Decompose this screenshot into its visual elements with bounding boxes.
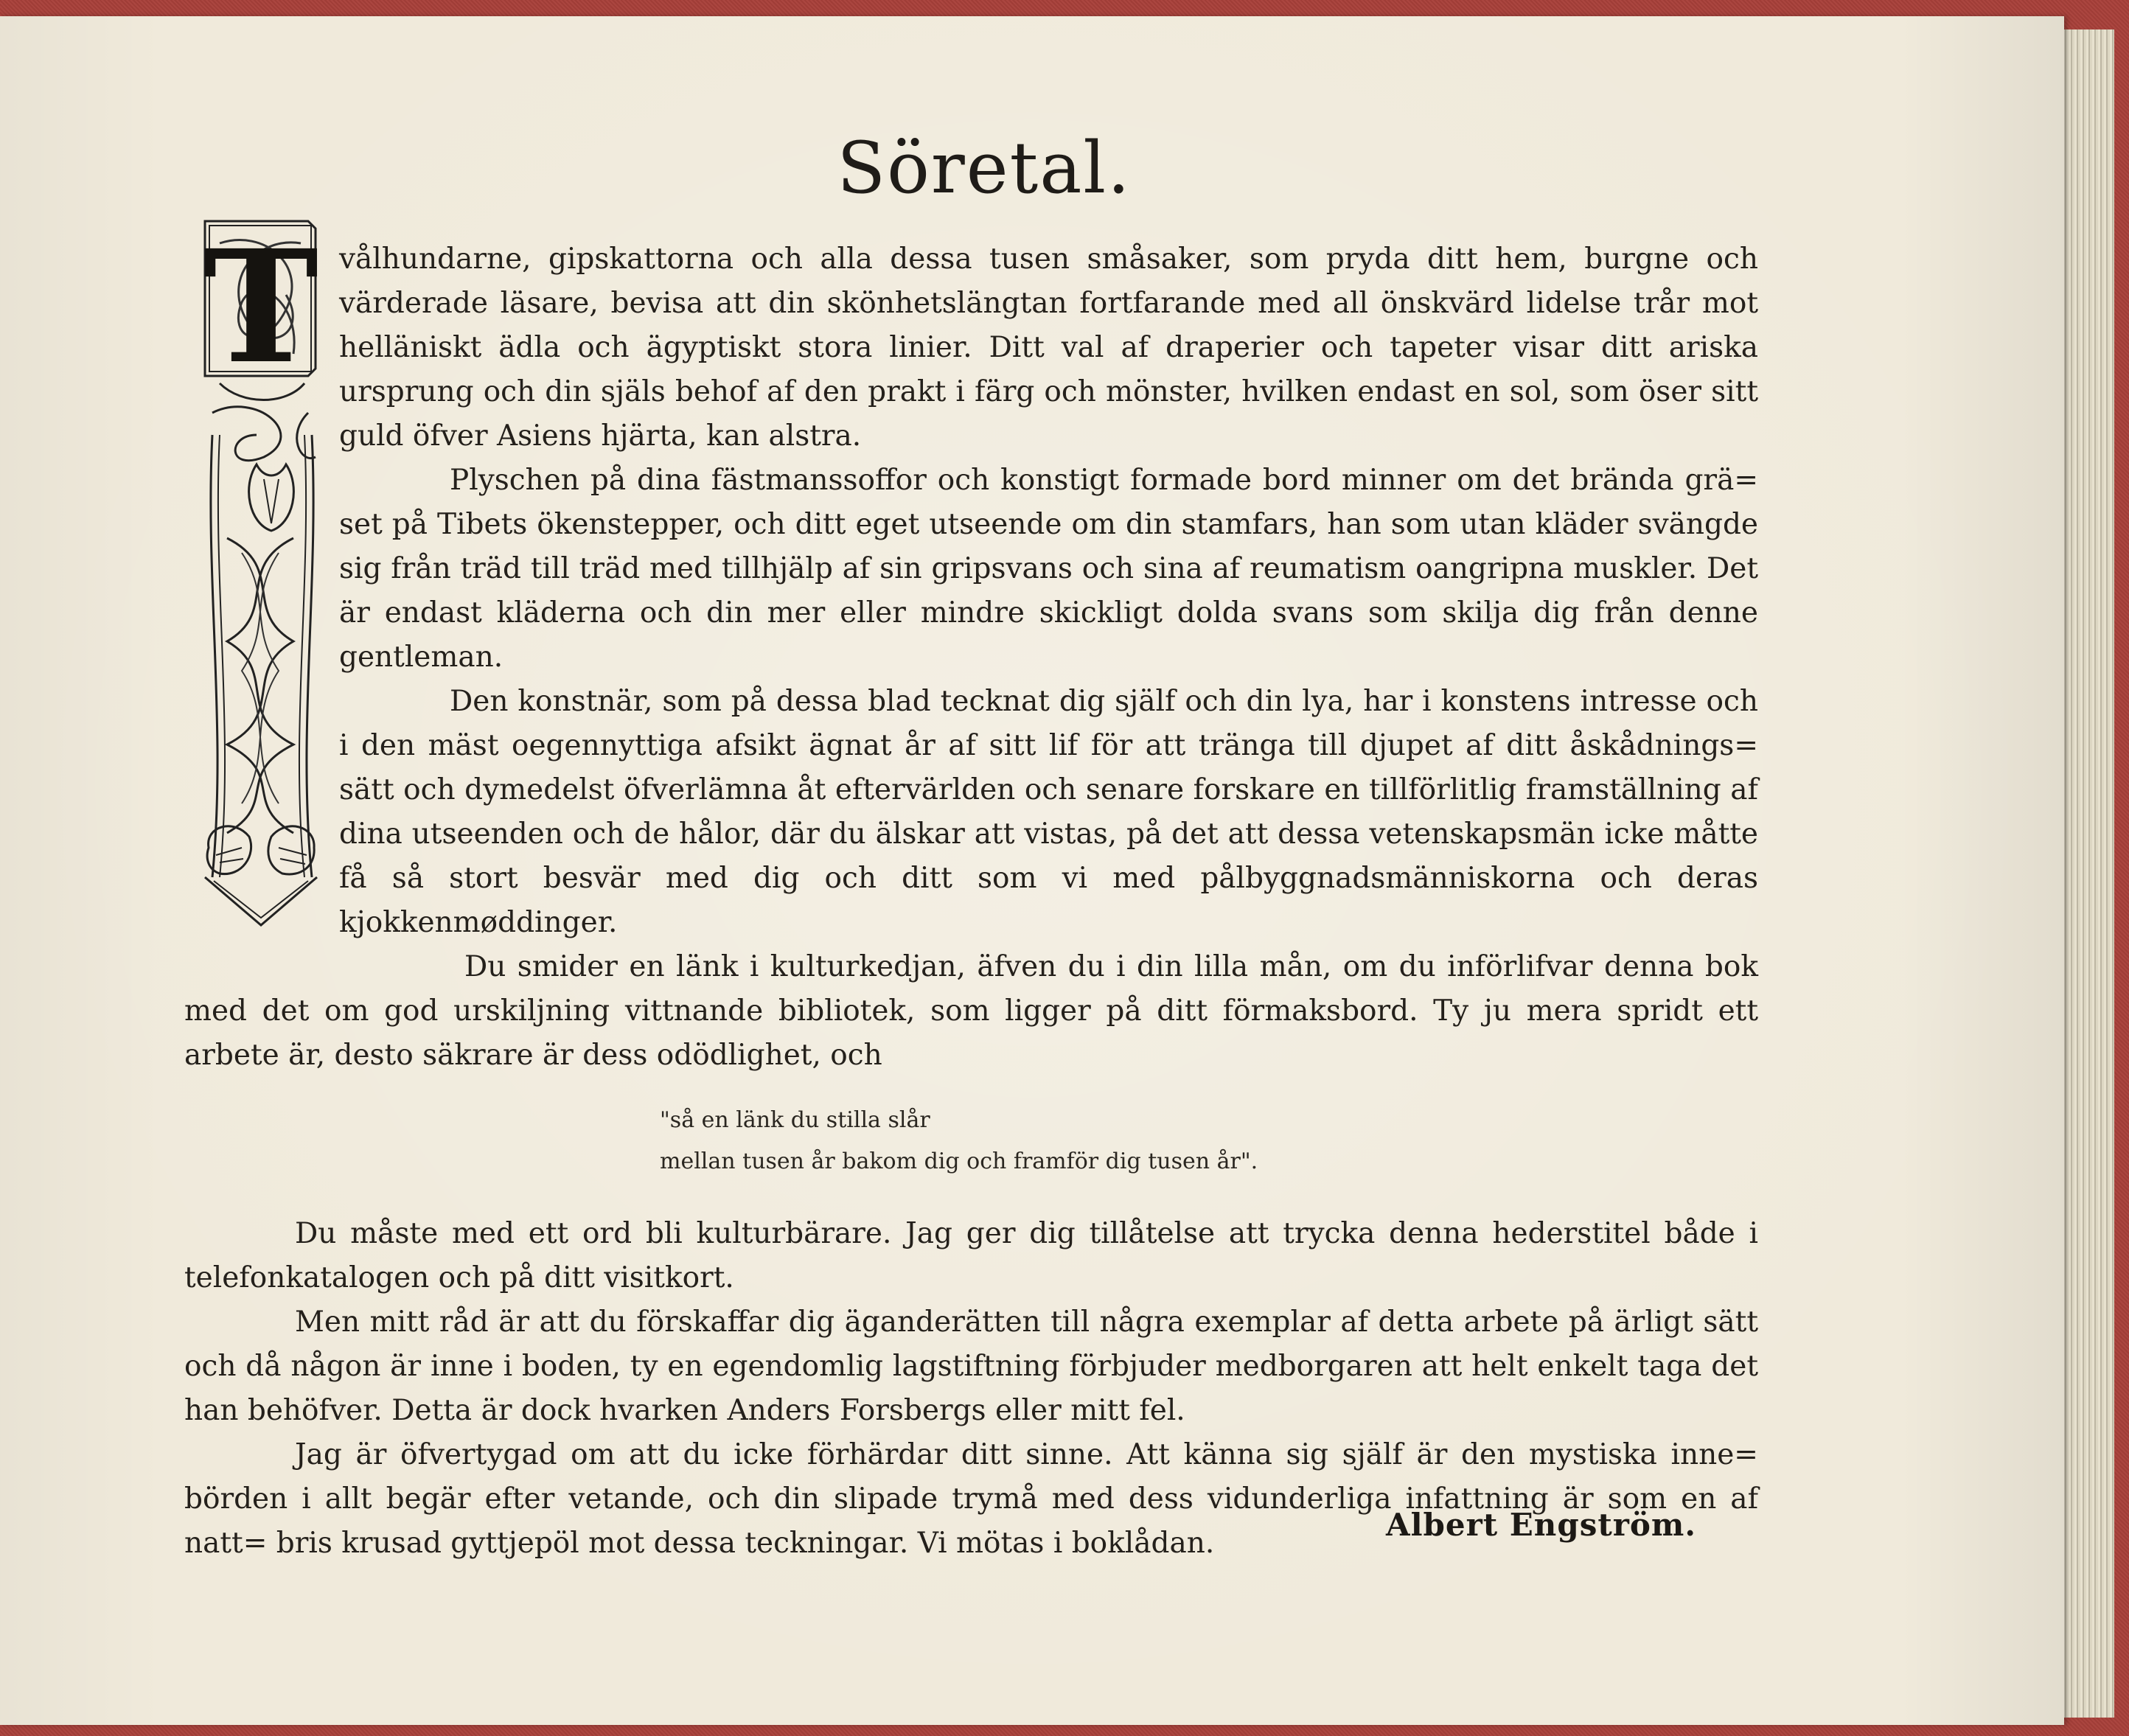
paragraph-2: Plyschen på dina fästmanssoffor och konstigt formade bord minner om det brända grä= set på Tibets ökenstepper, och ditt eget utseende om din stamfars, han som utan kläder svängde sig från träd till träd med tillhjälp af sin gripsvans och sina af reumatism oangripna muskler. Det är endast kläderna och din mer eller mindre skickligt dolda svans som skilja dig från denne gentleman. [339,464,1758,674]
verse-quote [660,1100,1758,1182]
paragraph-5: Du måste med ett ord bli kulturbärare. Jag ger dig tillåtelse att trycka denna hederstitel både i telefonkatalogen och på ditt visitkort. [184,1217,1758,1294]
paragraph-3: Den konstnär, som på dessa blad tecknat dig själf och din lya, har i konstens intresse och i den mäst oegennyttiga afsikt ägnat år af sitt lif för att tränga till djupet af ditt åskådnings= sätt och dymedelst öfverlämna åt eftervärlden och senare forskare en tillförlitlig framställning af dina utseenden och de hålor, där du älskar att vistas, på det att dessa vetenskapsmän icke måtte få så stort besvär med dig och ditt som vi med pålbyggnadsmänniskorna och deras kjokkenmøddinger. [339,685,1758,939]
paragraph-4: Du smider en länk i kulturkedjan, äfven du i din lilla mån, om du införlifvar denna bok med det om god urskiljning vittnande bibliotek, som ligger på ditt förmaksbord. Ty ju mera spridt ett arbete är, desto säkrare är dess odödlighet, och [184,950,1758,1072]
drop-cap-letter: T [203,216,319,398]
paragraph-6: Men mitt råd är att du förskaffar dig äganderätten till några exemplar af detta arbete på ärligt sätt och då någon är inne i boden, ty en egendomlig lagstiftning förbjuder medborgaren att helt enkelt taga det han behöfver. Detta är dock hvarken Anders Forsbergs eller mitt fel. [184,1306,1758,1427]
paragraph-1: vålhundarne, gipskattorna och alla dessa tusen småsaker, som pryda ditt hem, burgne och värderade läsare, bevisa att din skönhetslängtan fortfarande med all önskvärd lidelse trår mot helläniskt ädla och ägyptiskt stora linier. Ditt val af draperier och tapeter visar ditt ariska ursprung och din själs behof af den prakt i färg och mönster, hvilken endast en sol, som öser sitt guld öfver Asiens hjärta, kan alstra. [339,243,1758,453]
body-text [184,237,1758,1566]
book-page [0,16,2064,1725]
author-signature: Albert Engström. [1386,1507,1696,1543]
quote-line-1: "så en länk du stilla slår [660,1107,930,1133]
page-edges [2061,29,2114,1718]
paragraph-7: Jag är öfvertygad om att du icke förhärdar ditt sinne. Att känna sig själf är den mystiska inne= börden i allt begär efter vetande, och din slipade trymå med dess vidunderliga infattning är som en af natt= bris krusad gyttjepöl mot dessa teckningar. Vi mötas i boklådan. [184,1438,1758,1560]
quote-line-2: mellan tusen år bakom dig och framför dig tusen år". [660,1148,1258,1174]
page-title: Söretal. [837,127,1132,209]
